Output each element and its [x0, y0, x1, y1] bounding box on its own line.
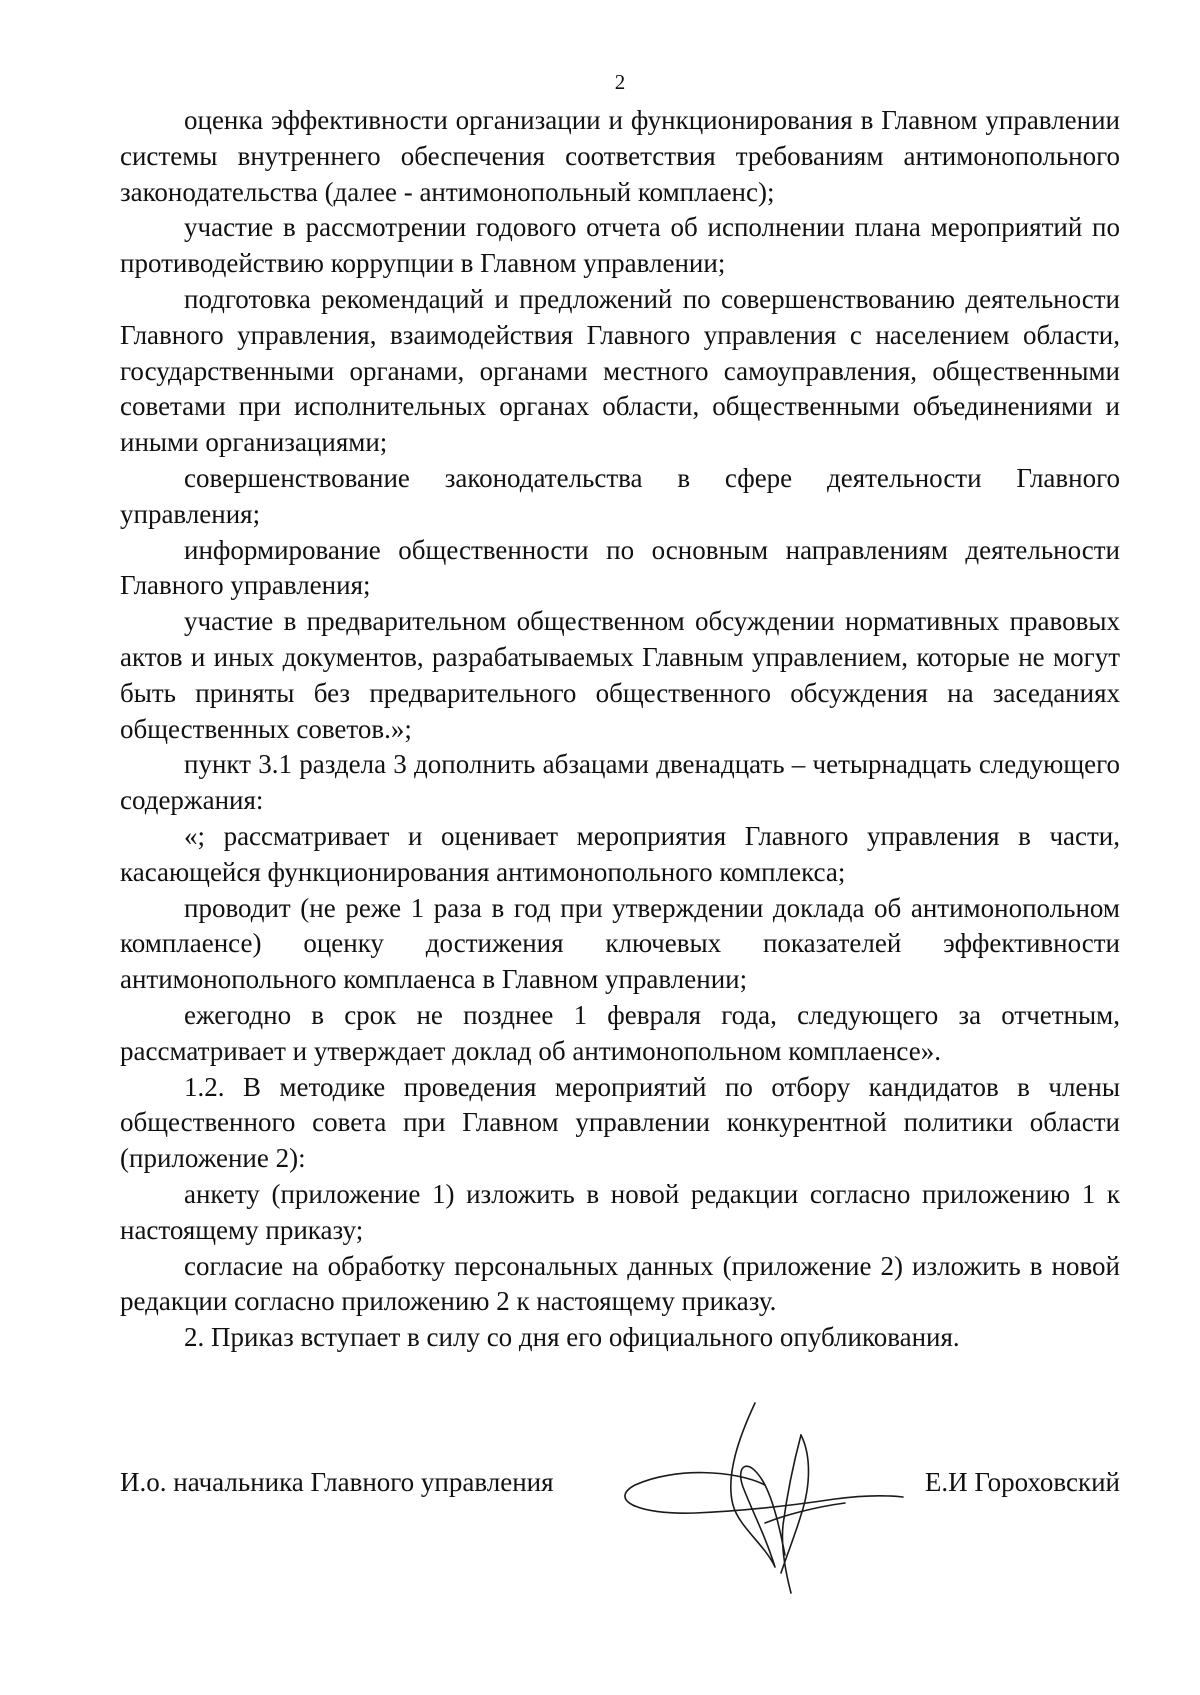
paragraph: пункт 3.1 раздела 3 дополнить абзацами двенадцать – четырнадцать следующего содержания:: [120, 749, 1120, 816]
document-body: [120, 103, 1120, 1356]
paragraph: «; рассматривает и оценивает мероприятия Главного управления в части, касающейся функционирования антимонопольного комплекса;: [120, 820, 1120, 887]
paragraph: проводит (не реже 1 раза в год при утверждении доклада об антимонопольном комплаенсе) оценку достижения ключевых показателей эффективности антимонопольного комплаенса в Главном управлении;: [120, 892, 1120, 995]
paragraph: совершенствование законодательства в сфере деятельности Главного управления;: [120, 462, 1120, 529]
paragraph: участие в предварительном общественном обсуждении нормативных правовых актов и иных документов, разрабатываемых Главным управлением, которые не могут быть приняты без предварительного общественного обсуждения на заседаниях общественных советов.»;: [120, 606, 1120, 744]
paragraph: согласие на обработку персональных данных (приложение 2) изложить в новой редакции согласно приложению 2 к настоящему приказу.: [120, 1250, 1120, 1317]
paragraph: подготовка рекомендаций и предложений по совершенствованию деятельности Главного управления, взаимодействия Главного управления с населением области, государственными органами, органами местного самоуправления, общественными советами при исполнительных органах области, общественными объединениями и иными организациями;: [120, 283, 1120, 458]
paragraph: участие в рассмотрении годового отчета об исполнении плана мероприятий по противодействию коррупции в Главном управлении;: [120, 212, 1120, 279]
page-number: 2: [614, 70, 626, 94]
signatory-position: И.о. начальника Главного управления: [120, 1467, 554, 1497]
paragraph: ежегодно в срок не позднее 1 февраля года, следующего за отчетным, рассматривает и утверждает доклад об антимонопольном комплаенсе».: [120, 999, 1120, 1066]
paragraph: анкету (приложение 1) изложить в новой редакции согласно приложению 1 к настоящему приказу;: [120, 1178, 1120, 1245]
paragraph: 1.2. В методике проведения мероприятий по отбору кандидатов в члены общественного совета при Главном управлении конкурентной политики области (приложение 2):: [120, 1071, 1120, 1174]
signatory-name: Е.И Гороховский: [924, 1467, 1120, 1497]
handwritten-signature: [615, 1395, 905, 1600]
paragraph: 2. Приказ вступает в силу со дня его официального опубликования.: [184, 1322, 960, 1353]
paragraph: оценка эффективности организации и функционирования в Главном управлении системы внутреннего обеспечения соответствия требованиям антимонопольного законодательства (далее - антимонопольный комплаенс);: [120, 105, 1120, 207]
paragraph: информирование общественности по основным направлениям деятельности Главного управления;: [120, 534, 1120, 601]
